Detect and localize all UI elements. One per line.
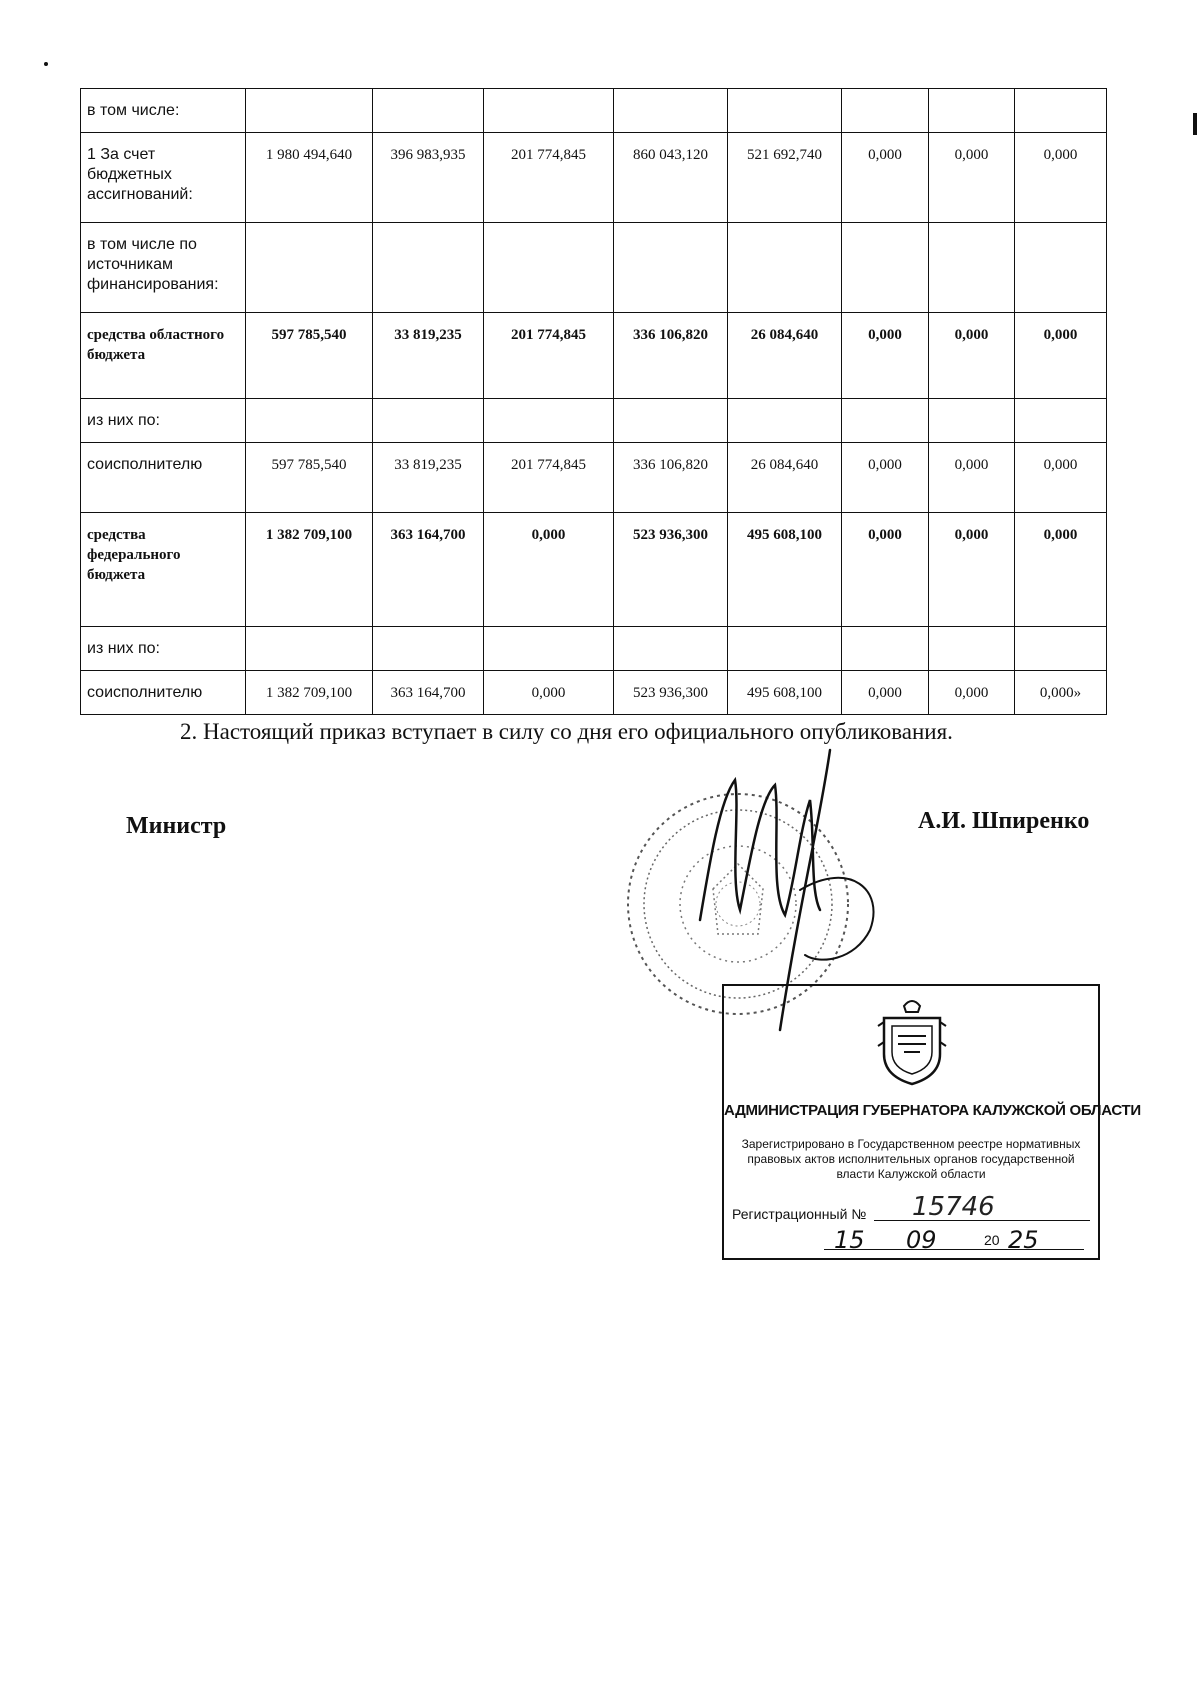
registration-year-prefix: 20: [984, 1232, 1000, 1248]
registration-year-suffix: 25: [1008, 1226, 1039, 1254]
table-cell: [373, 89, 484, 133]
table-cell: 0,000: [842, 313, 929, 399]
table-cell: 0,000: [842, 133, 929, 223]
registration-text: Зарегистрировано в Государственном реестре нормативных правовых актов исполнительных органов государственной власти Калужской области: [741, 1137, 1081, 1181]
row-label: из них по:: [81, 627, 246, 671]
table-cell: 0,000: [484, 513, 614, 627]
table-cell: 0,000: [929, 443, 1015, 513]
row-label: средства областного бюджета: [81, 313, 246, 399]
table-cell: [373, 223, 484, 313]
table-cell: 1 382 709,100: [246, 513, 373, 627]
table-cell: 363 164,700: [373, 513, 484, 627]
table-cell: [614, 627, 728, 671]
table-cell: [1015, 223, 1107, 313]
financing-table: [80, 88, 1107, 715]
table-row: [81, 627, 1107, 671]
row-label: в том числе по источникам финансирования:: [81, 223, 246, 313]
table-row: [81, 671, 1107, 715]
table-cell: 0,000: [842, 671, 929, 715]
table-cell: 33 819,235: [373, 443, 484, 513]
table-cell: 523 936,300: [614, 671, 728, 715]
table-cell: 0,000: [484, 671, 614, 715]
table-cell: 26 084,640: [728, 313, 842, 399]
registration-stamp: [722, 984, 1141, 1260]
table-row: [81, 89, 1107, 133]
table-cell: [728, 627, 842, 671]
table-cell: 396 983,935: [373, 133, 484, 223]
table-cell: [614, 89, 728, 133]
table-cell: [929, 89, 1015, 133]
table-cell: [728, 89, 842, 133]
table-cell: [929, 627, 1015, 671]
table-cell: 597 785,540: [246, 443, 373, 513]
table-cell: [484, 399, 614, 443]
table-cell: 0,000»: [1015, 671, 1107, 715]
table-cell: 363 164,700: [373, 671, 484, 715]
table-cell: [484, 627, 614, 671]
table-cell: [728, 399, 842, 443]
registration-date-day: 15: [834, 1226, 865, 1254]
table-cell: 0,000: [929, 133, 1015, 223]
scan-edge-mark: [1193, 113, 1197, 135]
table-cell: [842, 89, 929, 133]
table-cell: [929, 399, 1015, 443]
registration-number-label: Регистрационный №: [732, 1206, 867, 1222]
table-cell: 1 980 494,640: [246, 133, 373, 223]
table-cell: [373, 627, 484, 671]
table-cell: 523 936,300: [614, 513, 728, 627]
table-cell: 597 785,540: [246, 313, 373, 399]
signatory-title: Министр: [126, 813, 227, 839]
table-row: [81, 133, 1107, 223]
table-cell: [484, 223, 614, 313]
table-cell: [484, 89, 614, 133]
table-cell: 521 692,740: [728, 133, 842, 223]
table-cell: [1015, 399, 1107, 443]
registration-date: [824, 1226, 1084, 1256]
table-cell: 0,000: [929, 513, 1015, 627]
table-cell: [246, 627, 373, 671]
page-dot: [44, 62, 48, 66]
table-cell: 495 608,100: [728, 513, 842, 627]
financing-table-body: [81, 89, 1107, 715]
table-cell: 201 774,845: [484, 313, 614, 399]
table-row: [81, 223, 1107, 313]
table-cell: [246, 89, 373, 133]
table-cell: [728, 223, 842, 313]
table-cell: 860 043,120: [614, 133, 728, 223]
table-cell: [842, 223, 929, 313]
table-cell: 0,000: [1015, 443, 1107, 513]
table-cell: [842, 627, 929, 671]
table-cell: 336 106,820: [614, 313, 728, 399]
table-cell: [614, 223, 728, 313]
registration-date-month: 09: [906, 1226, 937, 1254]
table-cell: 1 382 709,100: [246, 671, 373, 715]
table-row: [81, 399, 1107, 443]
row-label: средства федерального бюджета: [81, 513, 246, 627]
table-cell: [1015, 89, 1107, 133]
signatory-name: А.И. Шпиренко: [918, 808, 1090, 834]
table-cell: 0,000: [1015, 513, 1107, 627]
table-cell: 0,000: [842, 513, 929, 627]
table-cell: 0,000: [929, 671, 1015, 715]
table-row: [81, 313, 1107, 399]
table-cell: 0,000: [842, 443, 929, 513]
row-label: соисполнителю: [81, 671, 246, 715]
table-cell: 33 819,235: [373, 313, 484, 399]
table-cell: 26 084,640: [728, 443, 842, 513]
row-label: соисполнителю: [81, 443, 246, 513]
table-cell: [614, 399, 728, 443]
table-cell: 0,000: [1015, 133, 1107, 223]
row-label: в том числе:: [81, 89, 246, 133]
table-cell: [246, 399, 373, 443]
table-cell: 336 106,820: [614, 443, 728, 513]
table-cell: [373, 399, 484, 443]
table-cell: [929, 223, 1015, 313]
table-cell: [246, 223, 373, 313]
table-cell: [1015, 627, 1107, 671]
table-row: [81, 443, 1107, 513]
table-cell: 201 774,845: [484, 133, 614, 223]
table-cell: [842, 399, 929, 443]
table-cell: 495 608,100: [728, 671, 842, 715]
clause-2: 2. Настоящий приказ вступает в силу со дня его официального опубликования.: [180, 719, 953, 744]
table-cell: 0,000: [1015, 313, 1107, 399]
table-cell: 0,000: [929, 313, 1015, 399]
row-label: из них по:: [81, 399, 246, 443]
registration-number: 15746: [912, 1192, 995, 1222]
registration-org: АДМИНИСТРАЦИЯ ГУБЕРНАТОРА КАЛУЖСКОЙ ОБЛАСТИ: [724, 1102, 1141, 1119]
coat-of-arms-icon: [874, 996, 950, 1086]
row-label: 1 За счет бюджетных ассигнований:: [81, 133, 246, 223]
table-row: [81, 513, 1107, 627]
table-cell: 201 774,845: [484, 443, 614, 513]
